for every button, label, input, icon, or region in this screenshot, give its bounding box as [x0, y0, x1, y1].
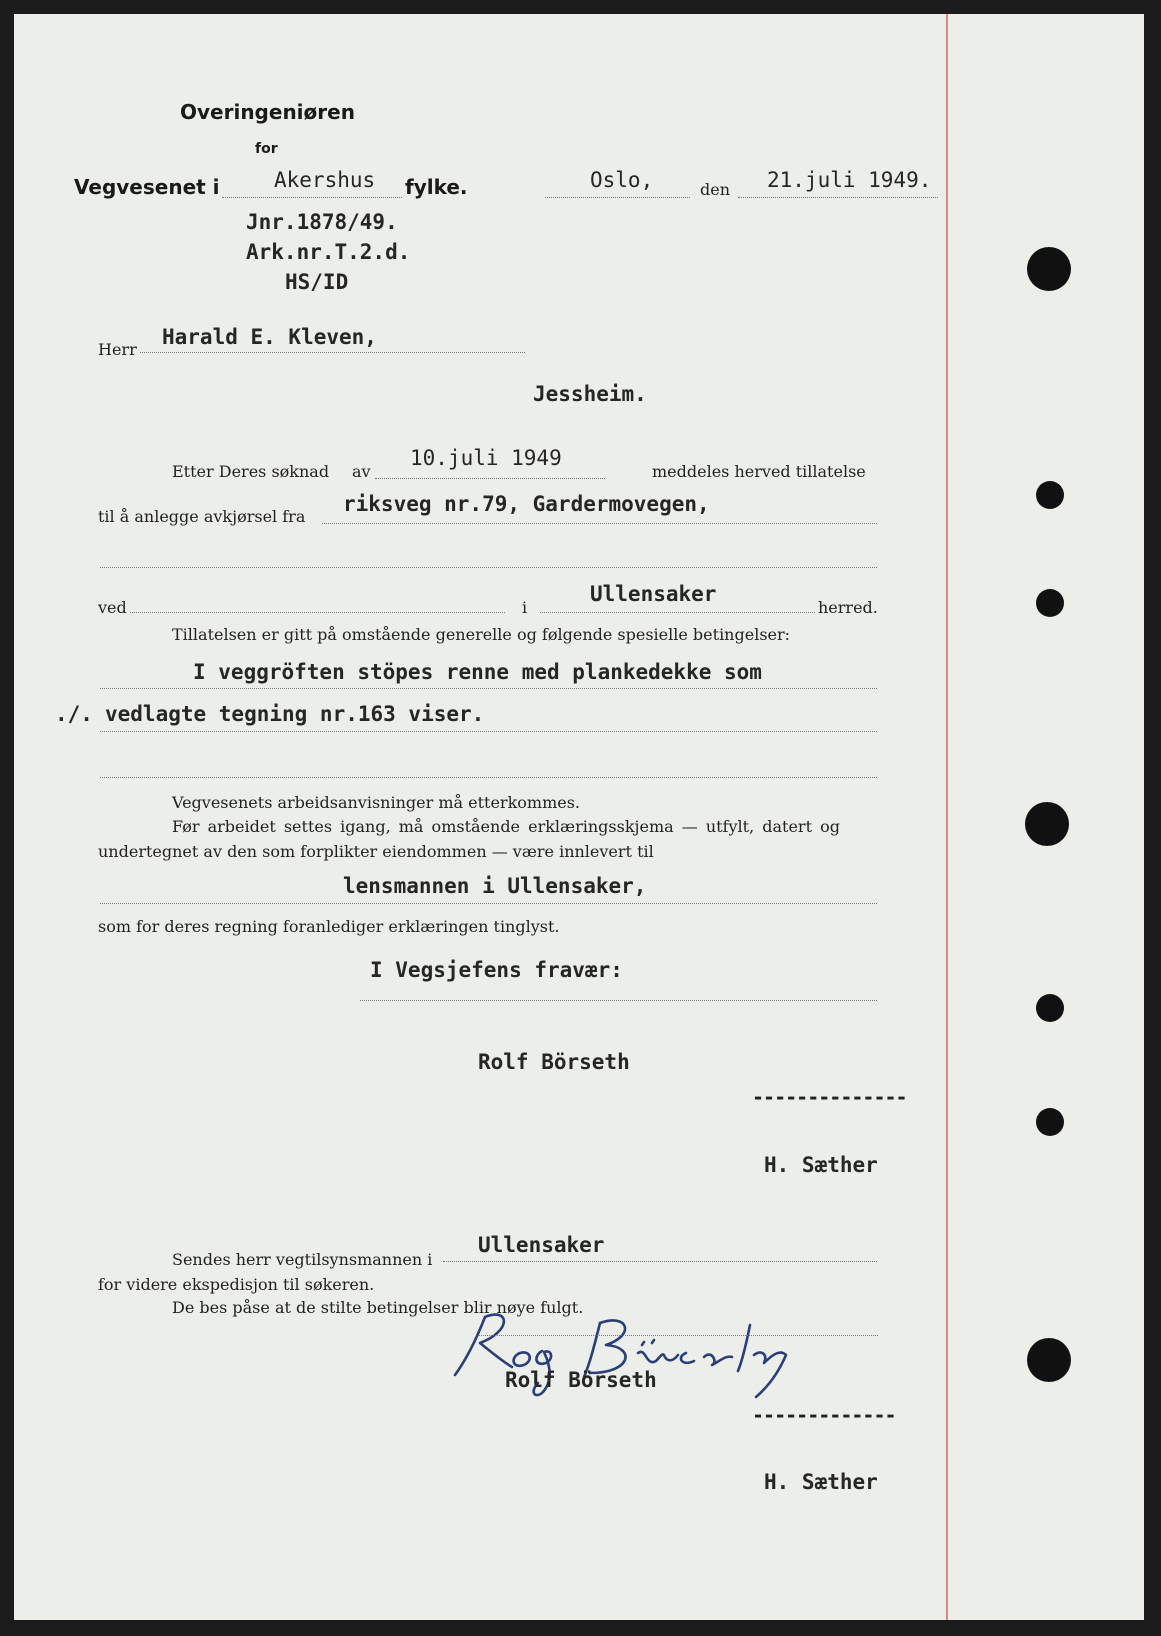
application-date-line — [375, 478, 605, 479]
i-label: i — [522, 598, 528, 617]
enclosure-marker: ./. — [55, 702, 93, 726]
punch-hole — [1036, 994, 1064, 1022]
municipality-line — [540, 612, 815, 613]
conditions-intro: Tillatelsen er gitt på omstående generelle og følgende spesielle betingelser: — [172, 625, 791, 644]
journal-number: Jnr.1878/49. — [246, 210, 398, 234]
margin-rule — [946, 14, 948, 1620]
absence-heading: I Vegsjefens fravær: — [370, 958, 623, 982]
submission-recipient: lensmannen i Ullensaker, — [343, 874, 647, 898]
condition-line-2: vedlagte tegning nr.163 viser. — [105, 702, 485, 726]
anlegge-label: til å anlegge avkjørsel fra — [98, 507, 306, 526]
archive-number: Ark.nr.T.2.d. — [246, 240, 411, 264]
condition-rule-3 — [100, 777, 877, 778]
punch-hole — [1027, 247, 1071, 291]
place-line — [545, 197, 690, 198]
for-label: for — [255, 141, 278, 157]
forwarding-line-2: for videre ekspedisjon til søkeren. — [98, 1275, 375, 1294]
signature-dashes-1: -------------- — [752, 1085, 907, 1109]
ved-line — [130, 612, 505, 613]
county-line — [222, 197, 402, 198]
instruction-line-1: Vegvesenets arbeidsanvisninger må etterkommes. — [172, 793, 581, 812]
municipality-value: Ullensaker — [590, 582, 717, 606]
second-signer-1: H. Sæther — [764, 1153, 878, 1177]
initials: HS/ID — [285, 270, 349, 294]
date-line — [738, 197, 938, 198]
forwarding-line-3: De bes påse at de stilte betingelser blir nøye fulgt. — [172, 1298, 584, 1317]
county-value: Akershus — [274, 168, 376, 192]
av-label: av — [352, 462, 371, 481]
date-value: 21.juli 1949. — [767, 168, 932, 192]
etter-label: Etter Deres søknad — [172, 462, 330, 481]
absence-line — [360, 1000, 877, 1001]
punch-hole — [1027, 1338, 1071, 1382]
instruction-line-4: som for deres regning foranlediger erklæringen tinglyst. — [98, 917, 560, 936]
forwarding-line-1: Sendes herr vegtilsynsmannen i — [172, 1250, 433, 1269]
signer-name-1: Rolf Börseth — [478, 1050, 630, 1074]
punch-hole — [1036, 1108, 1064, 1136]
den-label: den — [700, 180, 731, 199]
forwarding-place-line — [443, 1261, 877, 1262]
punch-hole — [1036, 589, 1064, 617]
condition-rule-1 — [100, 688, 877, 689]
application-date: 10.juli 1949 — [410, 446, 562, 470]
vegvesenet-label: Vegvesenet i — [74, 175, 220, 199]
signer-name-2: Rolf Börseth — [505, 1368, 657, 1392]
recipient-town: Jessheim. — [533, 382, 647, 406]
place-value: Oslo, — [590, 168, 654, 192]
meddeles-label: meddeles herved tillatelse — [652, 462, 866, 481]
signature-dashes-2: ------------- — [752, 1403, 896, 1427]
second-signer-2: H. Sæther — [764, 1470, 878, 1494]
condition-line-1: I veggröften stöpes renne med plankedekke som — [193, 660, 762, 684]
instruction-line-3: undertegnet av den som forplikter eiendommen — være innlevert til — [98, 842, 654, 861]
herr-label: Herr — [98, 340, 137, 359]
fylke-label: fylke. — [405, 175, 468, 199]
road-value: riksveg nr.79, Gardermovegen, — [343, 492, 710, 516]
office-title: Overingeniøren — [180, 100, 355, 124]
blank-line — [100, 567, 877, 568]
road-line — [322, 523, 877, 524]
submission-line — [100, 903, 877, 904]
ved-label: ved — [98, 598, 127, 617]
condition-rule-2 — [100, 731, 877, 732]
punch-hole — [1025, 802, 1069, 846]
forwarding-place: Ullensaker — [478, 1233, 605, 1257]
recipient-name: Harald E. Kleven, — [162, 325, 377, 349]
recipient-line — [140, 352, 525, 353]
signature-line-2 — [478, 1335, 878, 1336]
punch-hole — [1036, 481, 1064, 509]
herred-label: herred. — [818, 598, 878, 617]
instruction-line-2: Før arbeidet settes igang, må omstående erklæringsskjema — utfylt, datert og — [172, 817, 840, 836]
